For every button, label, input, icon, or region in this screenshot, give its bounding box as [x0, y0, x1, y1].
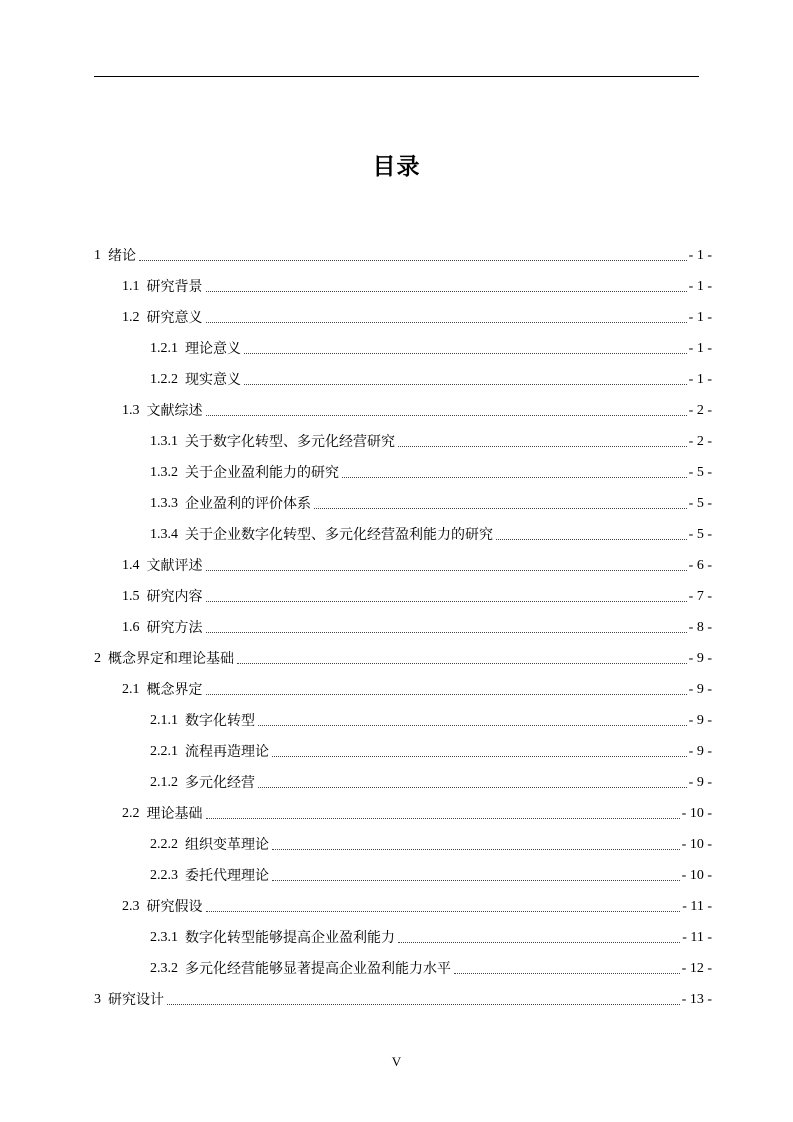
toc-dot-leader [496, 539, 687, 540]
toc-entry-title: 文献综述 [146, 402, 203, 419]
toc-entry-number: 1.3.1 [150, 433, 178, 449]
toc-entry-number: 1.2.2 [150, 371, 178, 387]
toc-entry-title: 关于数字化转型、多元化经营研究 [185, 433, 395, 450]
toc-entry-number: 2.3.1 [150, 929, 178, 945]
toc-dot-leader [206, 911, 681, 912]
toc-entry[interactable] [94, 333, 712, 364]
toc-entry-page: - 2 - [688, 402, 712, 418]
toc-dot-leader [258, 725, 687, 726]
toc-entry-page: - 5 - [688, 526, 712, 542]
toc-entry-page: - 12 - [681, 960, 712, 976]
toc-entry-title: 文献评述 [146, 557, 203, 574]
toc-entry-number: 2 [94, 650, 101, 666]
toc-entry-page: - 11 - [682, 898, 712, 914]
toc-dot-leader [167, 1004, 680, 1005]
toc-entry-title: 绪论 [108, 247, 136, 264]
toc-entry[interactable] [94, 271, 712, 302]
toc-entry-page: - 9 - [688, 650, 712, 666]
toc-entry-page: - 11 - [682, 929, 712, 945]
toc-entry[interactable] [94, 364, 712, 395]
toc-entry-page: - 1 - [688, 309, 712, 325]
toc-dot-leader [206, 632, 687, 633]
toc-entry[interactable] [94, 953, 712, 984]
toc-entry-page: - 1 - [688, 340, 712, 356]
toc-entry-number: 2.1.2 [150, 774, 178, 790]
toc-entry[interactable] [94, 612, 712, 643]
toc-entry-number: 1 [94, 247, 101, 263]
toc-entry-title: 概念界定 [146, 681, 203, 698]
toc-entry-page: - 2 - [688, 433, 712, 449]
toc-dot-leader [206, 570, 687, 571]
table-of-contents [94, 240, 712, 1015]
toc-dot-leader [272, 756, 687, 757]
toc-entry-title: 研究内容 [146, 588, 203, 605]
toc-entry-page: - 9 - [688, 681, 712, 697]
toc-entry-title: 企业盈利的评价体系 [185, 495, 311, 512]
toc-dot-leader [342, 477, 687, 478]
toc-entry-number: 2.3.2 [150, 960, 178, 976]
toc-entry-title: 多元化经营能够显著提高企业盈利能力水平 [185, 960, 451, 977]
toc-entry[interactable] [94, 922, 712, 953]
toc-dot-leader [206, 601, 687, 602]
toc-entry-number: 1.5 [122, 588, 140, 604]
toc-entry-title: 研究意义 [146, 309, 203, 326]
toc-entry-page: - 9 - [688, 743, 712, 759]
toc-entry-number: 1.2.1 [150, 340, 178, 356]
toc-dot-leader [398, 446, 687, 447]
toc-entry-title: 关于企业数字化转型、多元化经营盈利能力的研究 [185, 526, 493, 543]
toc-entry-page: - 6 - [688, 557, 712, 573]
toc-entry-title: 流程再造理论 [185, 743, 269, 760]
toc-entry-number: 1.3.4 [150, 526, 178, 542]
toc-entry-number: 2.2.1 [150, 743, 178, 759]
toc-entry[interactable] [94, 240, 712, 271]
toc-entry-title: 理论基础 [146, 805, 203, 822]
toc-entry-title: 研究设计 [108, 991, 164, 1008]
toc-entry-number: 2.1.1 [150, 712, 178, 728]
toc-entry-title: 数字化转型能够提高企业盈利能力 [185, 929, 395, 946]
toc-title: 目录 [372, 154, 421, 180]
toc-dot-leader [206, 291, 687, 292]
toc-entry-number: 2.1 [122, 681, 140, 697]
toc-entry[interactable] [94, 705, 712, 736]
toc-entry[interactable] [94, 891, 712, 922]
toc-entry-page: - 5 - [688, 495, 712, 511]
toc-dot-leader [206, 415, 687, 416]
toc-dot-leader [272, 849, 680, 850]
toc-entry[interactable] [94, 798, 712, 829]
toc-entry-title: 委托代理理论 [185, 867, 269, 884]
toc-entry-title: 多元化经营 [185, 774, 255, 791]
toc-entry[interactable] [94, 426, 712, 457]
toc-entry-title: 现实意义 [185, 371, 241, 388]
toc-entry[interactable] [94, 395, 712, 426]
toc-entry-number: 1.3.2 [150, 464, 178, 480]
toc-entry-number: 1.1 [122, 278, 140, 294]
toc-entry[interactable] [94, 674, 712, 705]
toc-entry-page: - 1 - [688, 247, 712, 263]
toc-dot-leader [398, 942, 680, 943]
toc-entry[interactable] [94, 829, 712, 860]
toc-dot-leader [206, 818, 680, 819]
page-number: V [391, 1054, 402, 1069]
toc-dot-leader [237, 663, 687, 664]
toc-entry[interactable] [94, 302, 712, 333]
toc-entry-title: 概念界定和理论基础 [108, 650, 234, 667]
toc-entry[interactable] [94, 984, 712, 1015]
toc-dot-leader [206, 322, 687, 323]
toc-entry-page: - 10 - [681, 805, 712, 821]
toc-entry[interactable] [94, 860, 712, 891]
toc-dot-leader [258, 787, 687, 788]
toc-entry-page: - 13 - [681, 991, 712, 1007]
toc-entry-number: 2.2.3 [150, 867, 178, 883]
toc-entry-number: 2.2.2 [150, 836, 178, 852]
toc-entry-page: - 7 - [688, 588, 712, 604]
header-rule [94, 76, 699, 77]
toc-entry-page: - 9 - [688, 712, 712, 728]
toc-entry[interactable] [94, 519, 712, 550]
toc-entry-number: 2.3 [122, 898, 140, 914]
toc-entry-page: - 1 - [688, 371, 712, 387]
toc-entry-page: - 1 - [688, 278, 712, 294]
toc-entry-number: 3 [94, 991, 101, 1007]
toc-entry[interactable] [94, 581, 712, 612]
toc-entry[interactable] [94, 643, 712, 674]
toc-dot-leader [244, 353, 687, 354]
toc-dot-leader [314, 508, 687, 509]
toc-entry[interactable] [94, 457, 712, 488]
toc-entry-title: 理论意义 [185, 340, 241, 357]
toc-entry-number: 2.2 [122, 805, 140, 821]
toc-entry-page: - 9 - [688, 774, 712, 790]
toc-entry[interactable] [94, 736, 712, 767]
toc-entry-number: 1.2 [122, 309, 140, 325]
toc-entry-number: 1.6 [122, 619, 140, 635]
toc-entry-page: - 8 - [688, 619, 712, 635]
toc-entry-title: 关于企业盈利能力的研究 [185, 464, 339, 481]
toc-entry-title: 研究背景 [146, 278, 203, 295]
toc-entry-page: - 10 - [681, 836, 712, 852]
toc-entry-number: 1.4 [122, 557, 140, 573]
toc-entry[interactable] [94, 488, 712, 519]
toc-dot-leader [244, 384, 687, 385]
toc-entry[interactable] [94, 767, 712, 798]
toc-entry-title: 研究假设 [146, 898, 203, 915]
toc-dot-leader [454, 973, 680, 974]
toc-entry-page: - 5 - [688, 464, 712, 480]
toc-dot-leader [139, 260, 687, 261]
toc-entry[interactable] [94, 550, 712, 581]
toc-entry-number: 1.3.3 [150, 495, 178, 511]
toc-entry-title: 组织变革理论 [185, 836, 269, 853]
toc-entry-number: 1.3 [122, 402, 140, 418]
toc-dot-leader [272, 880, 680, 881]
toc-dot-leader [206, 694, 687, 695]
toc-entry-title: 数字化转型 [185, 712, 255, 729]
toc-entry-title: 研究方法 [146, 619, 203, 636]
toc-entry-page: - 10 - [681, 867, 712, 883]
